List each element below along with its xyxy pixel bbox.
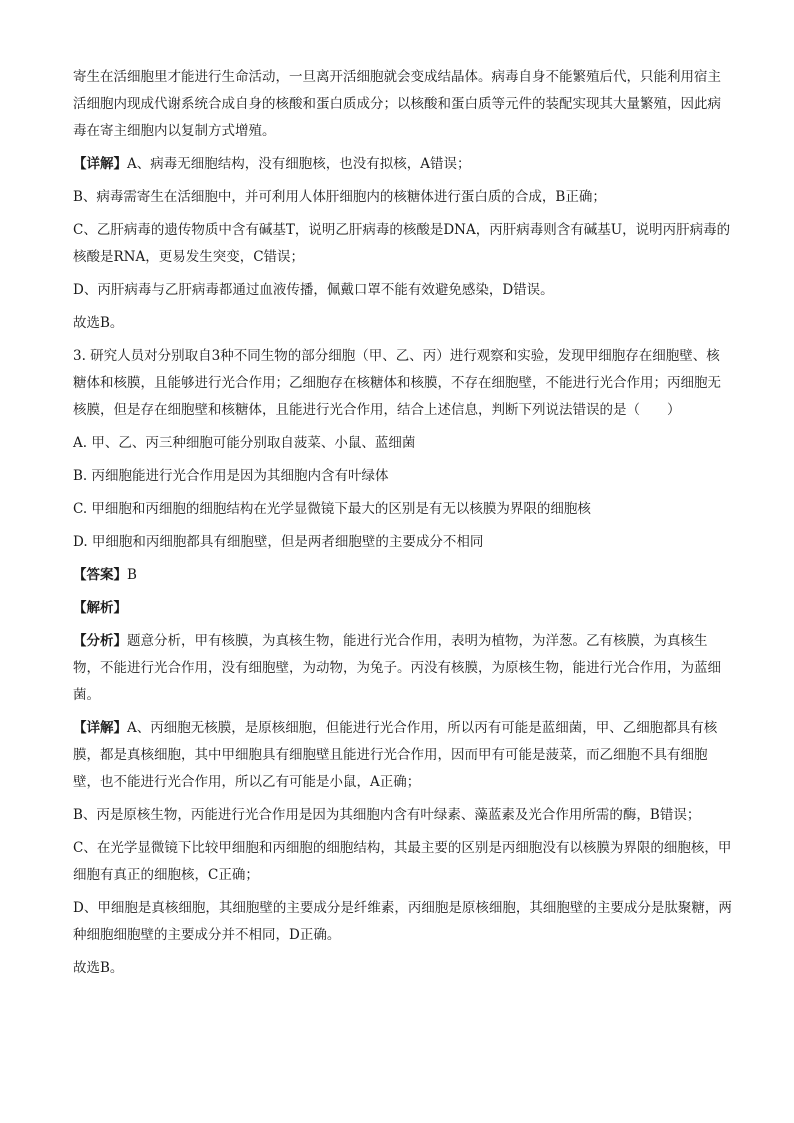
detail-d-2: D、甲细胞是真核细胞，其细胞壁的主要成分是纤维素，丙细胞是原核细胞，其细胞壁的主要成分是肽聚糖，两种细胞细胞壁的主要成分并不相同，D正确。: [73, 900, 732, 943]
analysis-tag: 【分析】: [73, 633, 127, 649]
detail-c-1: C、乙肝病毒的遗传物质中含有碱基T，说明乙肝病毒的核酸是DNA，丙肝病毒则含有碱基U，说明丙肝病毒的核酸是RNA，更易发生突变，C错误；: [73, 222, 731, 265]
detail-b-1: B、病毒需寄生在活细胞中，并可利用人体肝细胞内的核糖体进行蛋白质的合成，B正确；: [73, 189, 606, 205]
detail-tag: 【详解】: [73, 156, 127, 172]
conclusion-1: 故选B。: [73, 315, 124, 331]
intro-paragraph: 寄生在活细胞里才能进行生命活动，一旦离开活细胞就会变成结晶体。病毒自身不能繁殖后代，只能利用宿主活细胞内现成代谢系统合成自身的核酸和蛋白质成分；以核酸和蛋白质等元件的装配实现其大量繁殖，因此病毒在寄主细胞内以复制方式增殖。: [73, 69, 721, 139]
question-stem: 3. 研究人员对分别取自3种不同生物的部分细胞（甲、乙、丙）进行观察和实验，发现甲细胞存在细胞壁、核糖体和核膜，且能够进行光合作用；乙细胞存在核糖体和核膜，不存在细胞壁，不能进行光合作用；丙细胞无核膜，但是存在细胞壁和核糖体，且能进行光合作用，结合上述信息，判断下列说法错误的是（ ）: [73, 348, 721, 418]
detail-a-1: [73, 151, 733, 178]
answer-line: [73, 562, 733, 589]
answer-tag: 【答案】: [73, 567, 127, 583]
detail-a-text: A、病毒无细胞结构，没有细胞核，也没有拟核，A错误；: [127, 156, 471, 172]
answer-value: B: [127, 567, 137, 583]
analysis-heading-tag: 【解析】: [73, 600, 127, 616]
conclusion-2: 故选B。: [73, 960, 124, 976]
option-b: B. 丙细胞能进行光合作用是因为其细胞内含有叶绿体: [73, 468, 389, 484]
analysis-heading: [73, 595, 733, 622]
document-body: [73, 64, 733, 988]
detail-a-text-2: A、丙细胞无核膜，是原核细胞，但能进行光合作用，所以丙有可能是蓝细菌，甲、乙细胞都具有核膜，都是真核细胞，其中甲细胞具有细胞壁且能进行光合作用，因而甲有可能是菠菜，而乙细胞不具有细胞壁，也不能进行光合作用，所以乙有可能是小鼠，A正确；: [73, 720, 718, 790]
option-c: C. 甲细胞和丙细胞的细胞结构在光学显微镜下最大的区别是有无以核膜为界限的细胞核: [73, 501, 591, 517]
analysis-text: 题意分析，甲有核膜，为真核生物，能进行光合作用，表明为植物，为洋葱。乙有核膜，为真核生物，不能进行光合作用，没有细胞壁，为动物，为兔子。丙没有核膜，为原核生物，能进行光合作用，为蓝细菌。: [73, 633, 721, 703]
detail-b-2: B、丙是原核生物，丙能进行光合作用是因为其细胞内含有叶绿素、藻蓝素及光合作用所需的酶，B错误；: [73, 807, 701, 823]
detail-c-2: C、在光学显微镜下比较甲细胞和丙细胞的细胞结构，其最主要的区别是丙细胞没有以核膜为界限的细胞核，甲细胞有真正的细胞核，C正确；: [73, 840, 732, 883]
option-a: A. 甲、乙、丙三种细胞可能分别取自菠菜、小鼠、蓝细菌: [73, 435, 416, 451]
analysis-paragraph: [73, 628, 733, 709]
detail-d-1: D、丙肝病毒与乙肝病毒都通过血液传播，佩戴口罩不能有效避免感染，D错误。: [73, 282, 554, 298]
detail-tag-2: 【详解】: [73, 720, 127, 736]
detail-a-2: [73, 715, 733, 796]
option-d: D. 甲细胞和丙细胞都具有细胞壁，但是两者细胞壁的主要成分不相同: [73, 534, 484, 550]
